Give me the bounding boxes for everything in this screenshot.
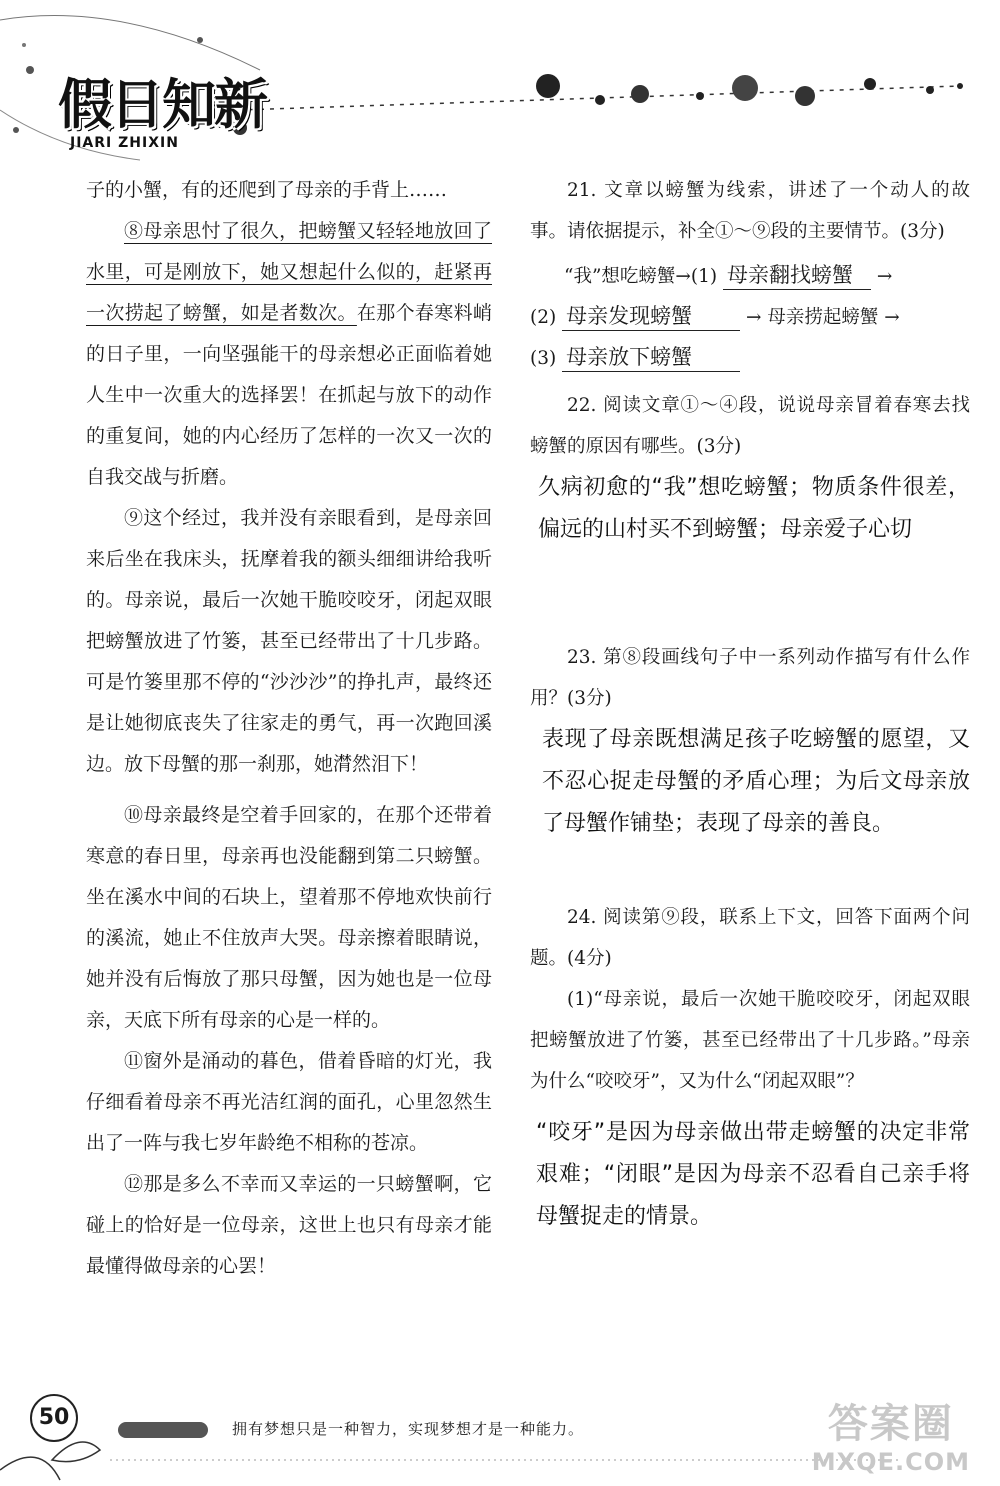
paragraph-9: ⑨这个经过，我并没有亲眼看到，是母亲回来后坐在我床头，抚摩着我的额头细细讲给我听的。母亲说，最后一次她干脆咬咬牙，闭起双眼把螃蟹放进了竹篓，甚至已经带出了十几步路。可是竹篓里那不停的“沙沙沙”的挣扎声，最终还是让她彻底丧失了往家走的勇气，再一次跑回溪边。放下母蟹的那一刹那，她潸然泪下！: [86, 507, 492, 775]
watermark: [812, 1400, 970, 1476]
page-header: [0, 0, 1000, 180]
paragraph-12: ⑫那是多么不幸而又幸运的一只螃蟹啊，它碰上的恰好是一位母亲，这世上也只有母亲才能最懂得做母亲的心罢！: [86, 1173, 492, 1277]
question-24-text: 24. 阅读第⑨段，联系上下文，回答下面两个问题。(4分): [530, 907, 970, 969]
question-23: [530, 637, 970, 845]
questions-column: [530, 170, 970, 1238]
question-23-text: 23. 第⑧段画线句子中一系列动作描写有什么作用？(3分): [530, 647, 970, 709]
paragraph-8-rest: 在那个春寒料峭的日子里，一向坚强能干的母亲想必正面临着她人生中一次重大的选择罢！在抓起与放下的动作的重复间，她的内心经历了怎样的一次又一次的自我交战与折磨。: [86, 302, 492, 488]
question-21-text: 21. 文章以螃蟹为线索，讲述了一个动人的故事。请依据提示，补全①～⑨段的主要情节。(3分): [530, 180, 970, 242]
paragraph-continuation: 子的小蟹，有的还爬到了母亲的手背上……: [86, 179, 448, 201]
page-number: 50: [30, 1394, 78, 1442]
answer-23: 表现了母亲既想满足孩子吃螃蟹的愿望，又不忍心捉走母蟹的矛盾心理；为后文母亲放了母蟹作铺垫；表现了母亲的善良。: [542, 727, 970, 836]
footer-motto: 拥有梦想只是一种智力，实现梦想才是一种能力。: [232, 1420, 585, 1438]
passage-column: [86, 170, 492, 1287]
answer-24: “咬牙”是因为母亲做出带走螃蟹的决定非常艰难；“闭眼”是因为母亲不忍看自己亲手将母蟹捉走的情景。: [536, 1120, 970, 1229]
question-24-sub1: (1)“母亲说，最后一次她干脆咬咬牙，闭起双眼把螃蟹放进了竹篓，甚至已经带出了十几步路。”母亲为什么“咬咬牙”，又为什么“闭起双眼”？: [530, 989, 970, 1092]
question-22: [530, 385, 970, 551]
question-22-text: 22. 阅读文章①～④段，说说母亲冒着春寒去找螃蟹的原因有哪些。(3分): [530, 395, 970, 457]
flow-label-3: (3): [530, 348, 557, 369]
question-21: [530, 170, 970, 379]
logo-title: 假日知新: [58, 73, 266, 136]
paragraph-10: ⑩母亲最终是空着手回家的，在那个还带着寒意的春日里，母亲再也没能翻到第二只螃蟹。坐在溪水中间的石块上，望着那不停地欢快前行的溪流，她止不住放声大哭。母亲擦着眼睛说，她并没有后悔放了那只母蟹，因为她也是一位母亲，天底下所有母亲的心是一样的。: [86, 804, 492, 1031]
page-footer: [0, 1370, 1000, 1486]
paragraph-8: [86, 211, 492, 498]
underlined-sentence: ⑧母亲思忖了很久，把螃蟹又轻轻地放回了水里，可是刚放下，她又想起什么似的，赶紧再一次捞起了螃蟹，如是者数次。: [86, 220, 492, 324]
answer-21-1: 母亲翻找螃蟹: [723, 261, 871, 290]
watermark-en: MXQE.COM: [811, 1448, 970, 1476]
flow-arrow: →: [876, 266, 893, 287]
answer-21-3: 母亲放下螃蟹: [562, 343, 740, 372]
logo: [58, 62, 266, 151]
answer-21-2: 母亲发现螃蟹: [562, 302, 740, 331]
question-21-flow: [530, 256, 970, 379]
flow-start: “我”想吃螃蟹→(1): [564, 266, 718, 287]
flow-label-2: (2): [530, 307, 557, 328]
question-24: [530, 897, 970, 1238]
logo-subtitle: JIARI ZHIXIN: [70, 135, 179, 151]
watermark-cn: 答案圈: [827, 1401, 954, 1447]
answer-22: 久病初愈的“我”想吃螃蟹；物质条件很差，偏远的山村买不到螃蟹；母亲爱子心切: [538, 475, 970, 542]
flow-middle: → 母亲捞起螃蟹 →: [746, 307, 900, 328]
paragraph-11: ⑪窗外是涌动的暮色，借着昏暗的灯光，我仔细看着母亲不再光洁红润的面孔，心里忽然生出了一阵与我七岁年龄绝不相称的苍凉。: [86, 1050, 492, 1154]
motto-bar: [118, 1422, 208, 1438]
